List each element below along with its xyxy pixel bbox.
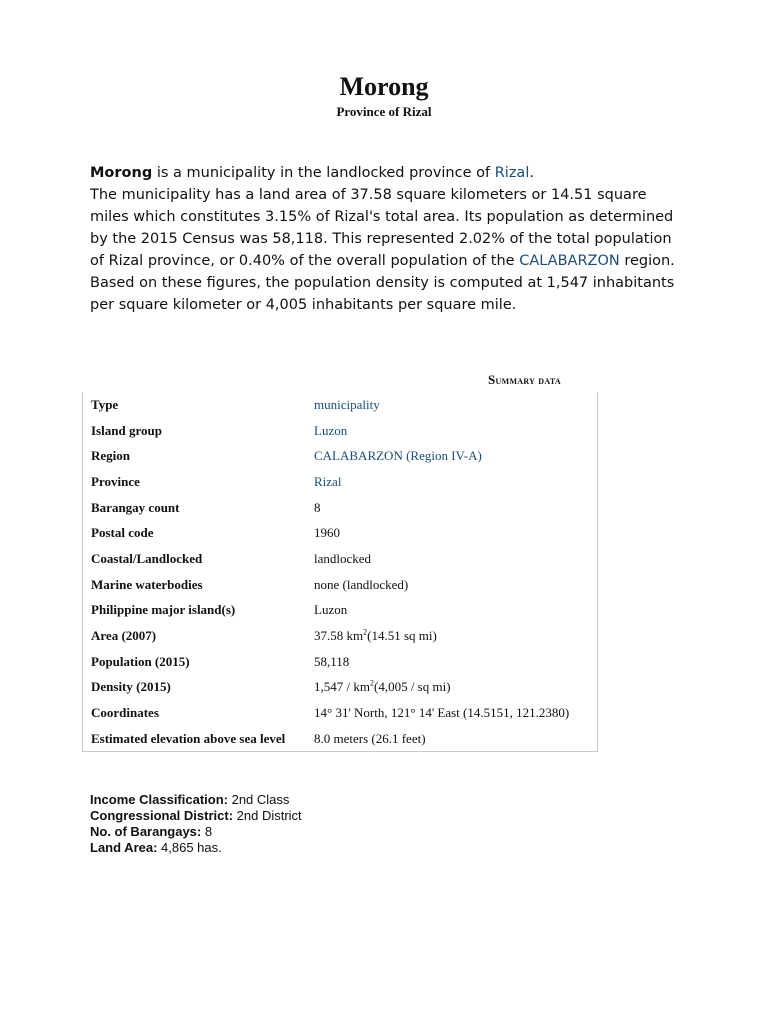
congressional-district xyxy=(90,808,690,824)
intro-line xyxy=(90,162,680,184)
island-group-link[interactable]: Luzon xyxy=(314,422,348,438)
summary-label-cap: S xyxy=(488,372,496,387)
income-classification xyxy=(90,792,690,808)
income-value: 2nd Class xyxy=(227,792,290,807)
row-value: 14° 31' North, 121° 14' East (14.5151, 121.2380) xyxy=(314,705,570,721)
density-value-km: 1,547 / km xyxy=(314,679,370,695)
income-label: Income Classification: xyxy=(90,792,228,807)
table-row xyxy=(83,443,597,469)
summary-data-label xyxy=(488,372,561,388)
row-key: Population (2015) xyxy=(91,653,190,669)
region-table-link[interactable]: CALABARZON (Region IV-A) xyxy=(314,448,482,464)
area-value-km: 37.58 km xyxy=(314,628,364,644)
row-value xyxy=(313,623,597,649)
table-row xyxy=(83,572,597,598)
row-value: 1960 xyxy=(314,525,340,541)
province-link[interactable]: Rizal xyxy=(494,165,530,181)
table-row xyxy=(83,520,597,546)
summary-table-frame xyxy=(82,392,598,752)
row-value: landlocked xyxy=(314,550,372,566)
row-key: Island group xyxy=(91,422,162,438)
row-value xyxy=(313,675,597,701)
row-key: Estimated elevation above sea level xyxy=(91,730,286,746)
intro-section xyxy=(90,162,680,316)
intro-paragraph-b: region. Based on these figures, the population density is computed at 1,547 inhabitants per square kilometer or 4,005 inhabitants per square mile. xyxy=(90,253,675,313)
row-key: Province xyxy=(91,473,140,489)
type-link[interactable]: municipality xyxy=(314,396,380,412)
row-key: Coastal/Landlocked xyxy=(91,550,203,566)
row-value: 8.0 meters (26.1 feet) xyxy=(314,730,426,746)
intro-line-end: . xyxy=(529,165,534,181)
table-row xyxy=(83,649,597,675)
table-row xyxy=(83,495,597,521)
row-key: Type xyxy=(91,396,119,412)
area-label: Land Area: xyxy=(90,840,158,855)
area-value-mi: (14.51 sq mi) xyxy=(367,628,437,644)
table-row xyxy=(83,623,597,649)
land-area xyxy=(90,840,690,856)
district-value: 2nd District xyxy=(233,808,302,823)
barangays-label: No. of Barangays: xyxy=(90,824,202,839)
density-value-mi: (4,005 / sq mi) xyxy=(373,679,451,695)
density-value-sup: 2 xyxy=(369,679,374,689)
row-value: none (landlocked) xyxy=(314,576,409,592)
table-row xyxy=(83,392,597,418)
row-key: Marine waterbodies xyxy=(91,576,203,592)
summary-label-rest: ummary data xyxy=(495,375,561,387)
summary-table xyxy=(83,392,597,752)
barangays-value: 8 xyxy=(201,824,213,839)
table-row xyxy=(83,418,597,444)
table-row xyxy=(83,469,597,495)
row-value: 8 xyxy=(314,499,321,515)
row-key: Region xyxy=(91,448,130,464)
table-row xyxy=(83,598,597,624)
intro-paragraph xyxy=(90,184,680,316)
row-key: Area (2007) xyxy=(91,628,157,644)
row-value: Luzon xyxy=(314,602,348,618)
area-value-sup: 2 xyxy=(363,627,368,637)
table-row xyxy=(83,546,597,572)
intro-line-text: is a municipality in the landlocked province of xyxy=(152,165,495,181)
row-key: Postal code xyxy=(91,525,154,541)
table-row xyxy=(83,700,597,726)
table-row xyxy=(83,675,597,701)
page-title: Morong xyxy=(339,72,429,101)
municipality-name: Morong xyxy=(90,165,153,181)
row-key: Density (2015) xyxy=(91,679,171,695)
table-row xyxy=(83,726,597,752)
province-table-link[interactable]: Rizal xyxy=(314,473,342,489)
page-subtitle: Province of Rizal xyxy=(336,104,432,119)
district-label: Congressional District: xyxy=(90,808,234,823)
row-key: Philippine major island(s) xyxy=(91,602,236,618)
row-value: 58,118 xyxy=(314,653,350,669)
footer-info xyxy=(90,792,690,856)
region-link[interactable]: CALABARZON xyxy=(519,253,620,269)
row-key: Coordinates xyxy=(91,705,159,721)
row-key: Barangay count xyxy=(91,499,180,515)
intro-paragraph-a: The municipality has a land area of 37.58 square kilometers or 14.51 square miles which constitutes 3.15% of Rizal's total area. Its population as determined by the 2015 Census was 58,118. This represented 2.02% of the total population of Rizal province, or 0.40% of the overall population of the xyxy=(90,187,674,269)
area-value: 4,865 has. xyxy=(157,840,222,855)
barangay-count xyxy=(90,824,690,840)
